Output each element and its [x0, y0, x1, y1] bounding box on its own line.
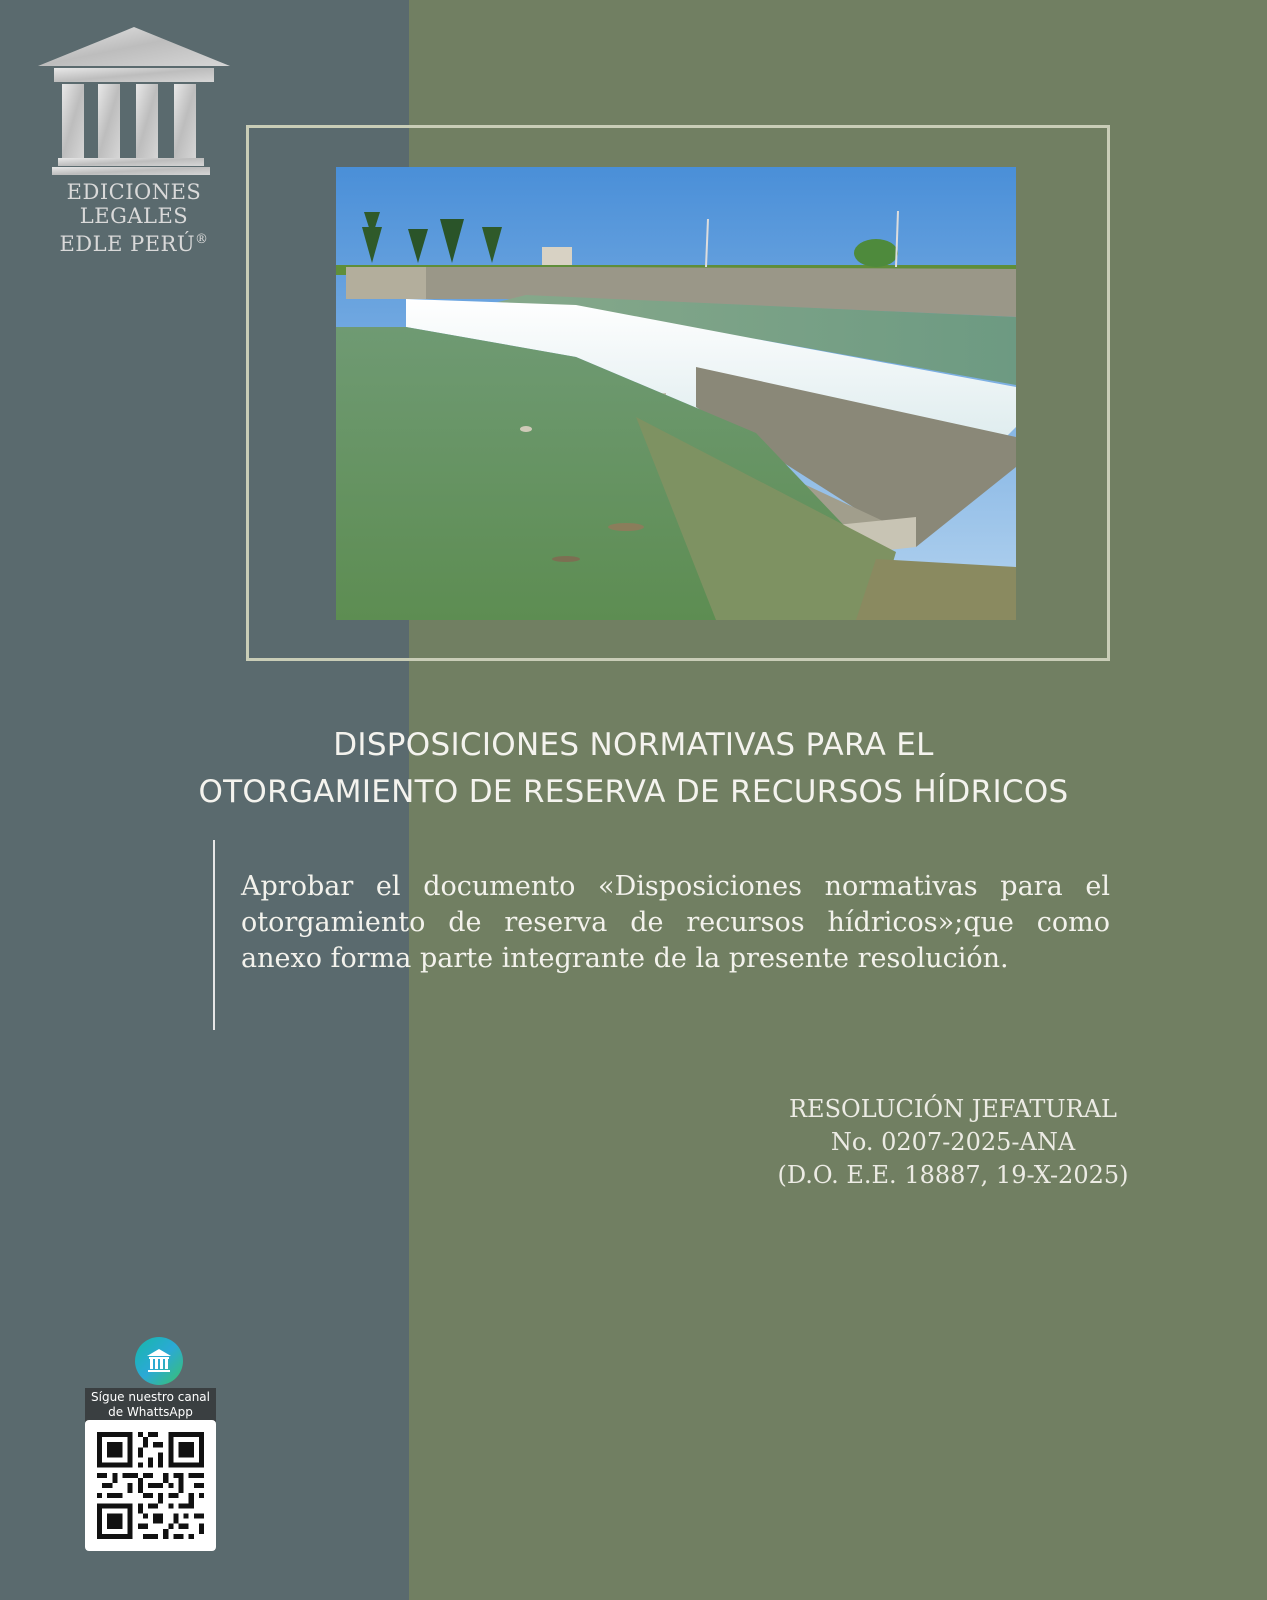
whatsapp-channel-icon[interactable] — [135, 1337, 183, 1385]
title-line-1: DISPOSICIONES NORMATIVAS PARA EL — [333, 727, 934, 763]
resolution-line-2: No. 0207-2025-ANA — [830, 1128, 1076, 1156]
dam-illustration — [336, 167, 1016, 620]
quote-text: Aprobar el documento «Disposiciones normativas para el otorgamiento de reserva de recursos hídricos»;que como anexo forma parte integrante de la presente resolución. — [241, 871, 1110, 974]
columns-building-icon — [36, 24, 232, 180]
quote-divider — [213, 840, 215, 1030]
resolution-reference — [770, 1093, 1136, 1192]
whatsapp-label-line-1: Sígue nuestro canal — [91, 1390, 210, 1404]
registered-mark: ® — [195, 232, 209, 247]
dam-photo — [336, 167, 1016, 620]
page-title — [150, 722, 1117, 816]
brand-line-3: EDLE PERÚ® — [59, 232, 209, 256]
qr-code[interactable] — [85, 1420, 216, 1551]
brand-line-1: EDICIONES — [66, 180, 202, 204]
qr-code-pattern — [97, 1432, 204, 1539]
whatsapp-label-line-2: de WhattsApp — [108, 1405, 193, 1419]
title-line-2: OTORGAMIENTO DE RESERVA DE RECURSOS HÍDRICOS — [198, 774, 1069, 810]
brand-name — [36, 180, 232, 256]
columns-mini-icon — [145, 1347, 173, 1375]
whatsapp-channel-label[interactable] — [85, 1388, 216, 1422]
resolution-line-3: (D.O. E.E. 18887, 19-X-2025) — [777, 1161, 1129, 1189]
brand-line-2: LEGALES — [79, 204, 189, 228]
brand-logo — [36, 24, 232, 264]
resolution-line-1: RESOLUCIÓN JEFATURAL — [788, 1095, 1117, 1123]
